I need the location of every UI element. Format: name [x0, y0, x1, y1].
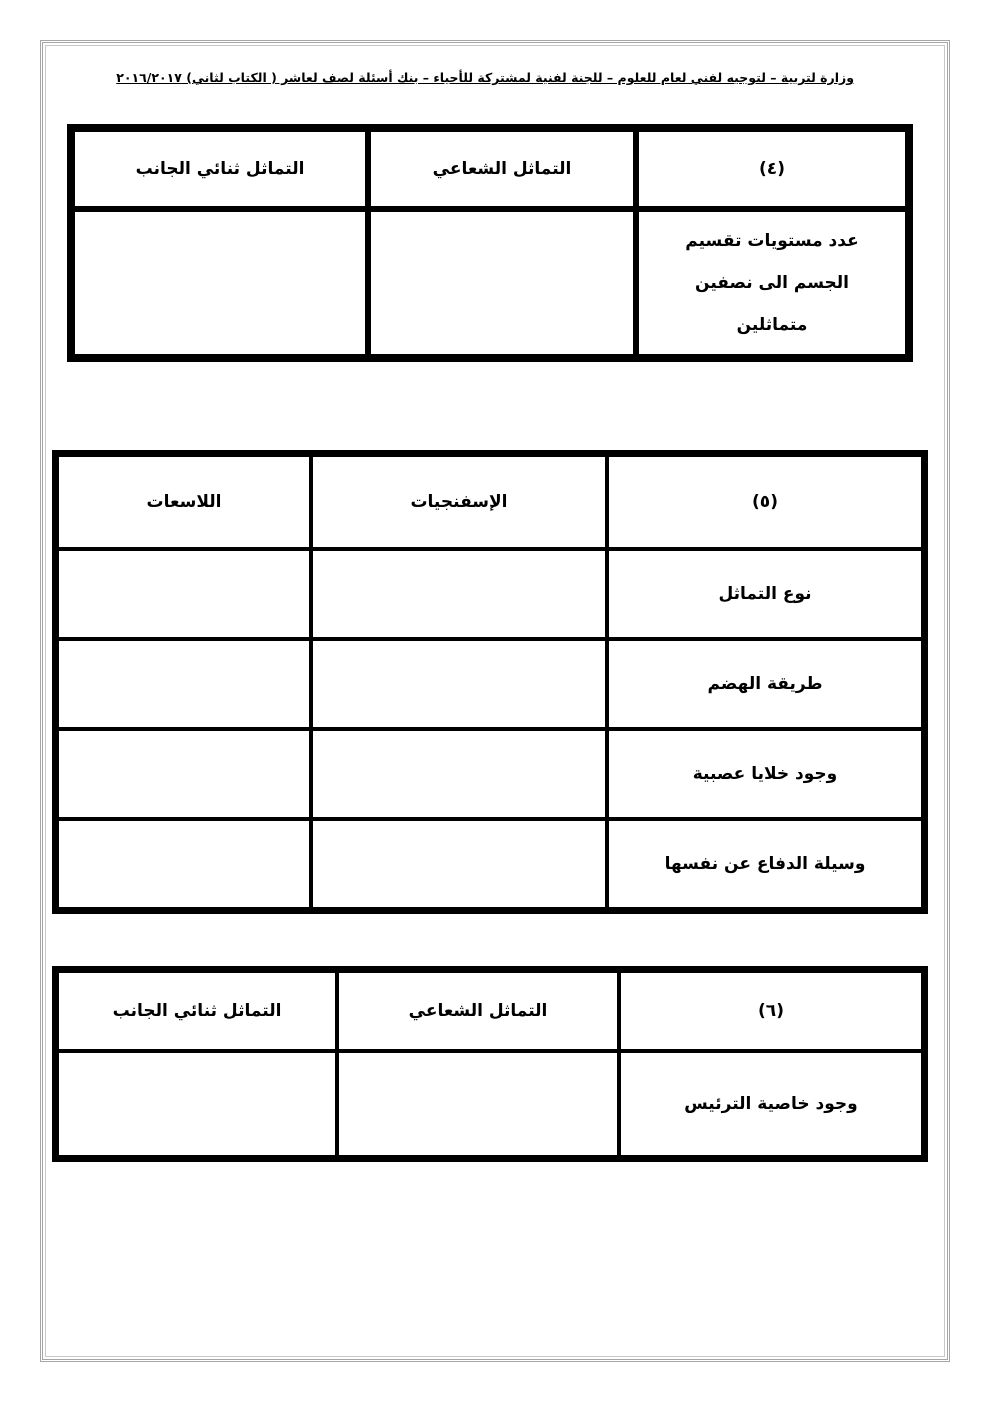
row-label: وجود خاصية الترئيس — [619, 1051, 923, 1157]
page-header: وزارة لتربية – لتوجيه لفني لعام للعلوم – للجنة لفنية لمشتركة للأحياء – بنك أسئلة لصف لعاشر ( الكتاب لثاني) ٢٠١٦/٢٠١٧ — [116, 70, 854, 85]
answer-cell-bilateral[interactable] — [57, 1051, 337, 1157]
table-header-row — [72, 129, 908, 209]
table-row — [57, 729, 923, 819]
table-row — [57, 1051, 923, 1157]
row-label: طريقة الهضم — [607, 639, 923, 729]
table-row — [57, 549, 923, 639]
question-number: (٤) — [636, 129, 908, 209]
question-number: (٦) — [619, 971, 923, 1051]
answer-cell-cnidarians[interactable] — [57, 549, 311, 639]
answer-cell-sponges[interactable] — [311, 819, 607, 909]
comparison-table-5 — [52, 450, 928, 914]
column-header-bilateral: التماثل ثنائي الجانب — [57, 971, 337, 1051]
table-header-row — [57, 455, 923, 549]
row-label: عدد مستويات تقسيم الجسم الى نصفين متماثلين — [636, 209, 908, 357]
question-number: (٥) — [607, 455, 923, 549]
table-row — [57, 819, 923, 909]
answer-cell-sponges[interactable] — [311, 549, 607, 639]
comparison-table-4 — [67, 124, 913, 362]
answer-cell-sponges[interactable] — [311, 729, 607, 819]
answer-cell-cnidarians[interactable] — [57, 819, 311, 909]
column-header-sponges: الإسفنجيات — [311, 455, 607, 549]
answer-cell-radial[interactable] — [368, 209, 636, 357]
answer-cell-sponges[interactable] — [311, 639, 607, 729]
column-header-cnidarians: اللاسعات — [57, 455, 311, 549]
column-header-bilateral: التماثل ثنائي الجانب — [72, 129, 368, 209]
table-row — [57, 639, 923, 729]
answer-cell-cnidarians[interactable] — [57, 729, 311, 819]
table-header-row — [57, 971, 923, 1051]
answer-cell-cnidarians[interactable] — [57, 639, 311, 729]
row-label: نوع التماثل — [607, 549, 923, 639]
column-header-radial: التماثل الشعاعي — [337, 971, 619, 1051]
row-label: وجود خلايا عصبية — [607, 729, 923, 819]
answer-cell-bilateral[interactable] — [72, 209, 368, 357]
table-row — [72, 209, 908, 357]
row-label: وسيلة الدفاع عن نفسها — [607, 819, 923, 909]
comparison-table-6 — [52, 966, 928, 1162]
column-header-radial: التماثل الشعاعي — [368, 129, 636, 209]
answer-cell-radial[interactable] — [337, 1051, 619, 1157]
